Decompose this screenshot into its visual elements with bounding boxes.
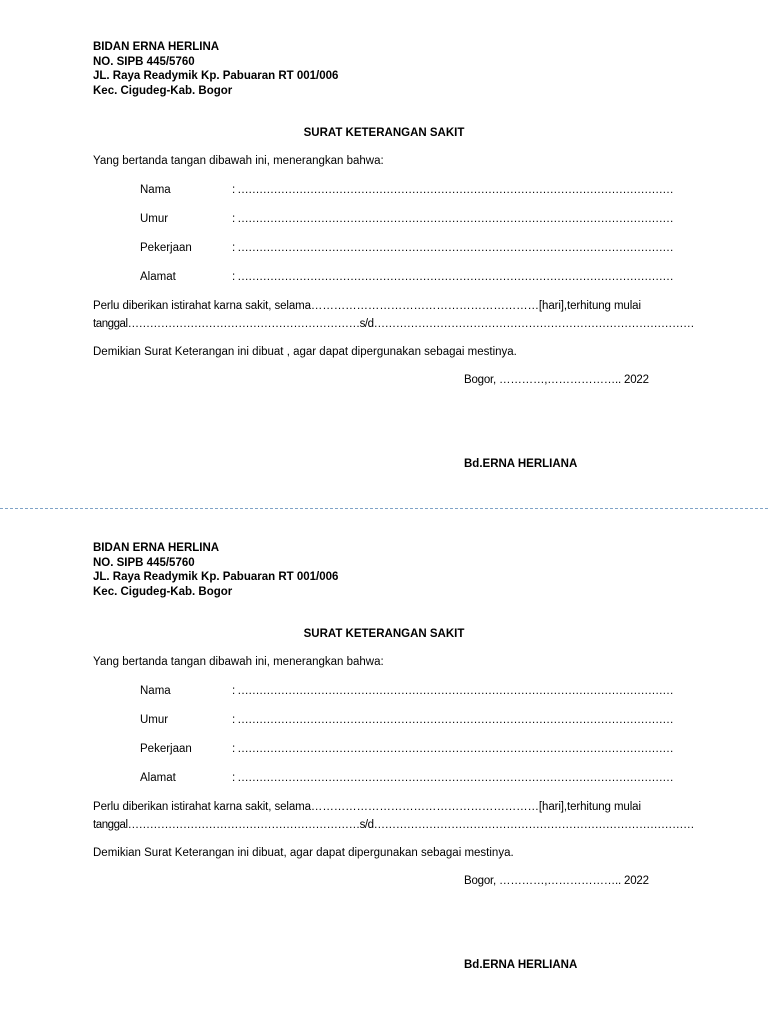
header-district: Kec. Cigudeg-Kab. Bogor xyxy=(93,84,233,97)
rest-date-line: tanggal………………………………………………………s/d…………………………………………………………………………… xyxy=(93,318,695,330)
intro-text: Yang bertanda tangan dibawah ini, menerangkan bahwa: xyxy=(93,656,384,668)
letter-title: SURAT KETERANGAN SAKIT xyxy=(303,628,465,640)
header-address: JL. Raya Readymik Kp. Pabuaran RT 001/006 xyxy=(93,571,339,583)
field-value: : ………………………………………………………………………………………………………… xyxy=(232,714,674,726)
place-date: Bogor, …………,……………….. 2022 xyxy=(464,875,649,887)
header-name: BIDAN ERNA HERLINA xyxy=(93,41,220,53)
letter-bottom xyxy=(0,501,768,1001)
header-name: BIDAN ERNA HERLINA xyxy=(93,542,220,554)
header-license: NO. SIPB 445/5760 xyxy=(93,55,195,68)
field-value: : ………………………………………………………………………………………………………… xyxy=(232,271,674,283)
field-label: Alamat xyxy=(140,772,176,784)
header-license: NO. SIPB 445/5760 xyxy=(93,556,195,569)
closing-text: Demikian Surat Keterangan ini dibuat, agar dapat dipergunakan sebagai mestinya. xyxy=(93,847,514,859)
field-value: : ………………………………………………………………………………………………………… xyxy=(232,772,674,784)
field-umur xyxy=(140,213,673,229)
field-value: : ………………………………………………………………………………………………………… xyxy=(232,184,674,196)
field-value: : ………………………………………………………………………………………………………… xyxy=(232,743,674,755)
signer-name: Bd.ERNA HERLIANA xyxy=(464,959,578,971)
field-alamat xyxy=(140,271,673,287)
place-date: Bogor, …………,……………….. 2022 xyxy=(464,374,649,386)
letter-top xyxy=(0,0,768,500)
field-umur xyxy=(140,714,673,730)
rest-period-line: Perlu diberikan istirahat karna sakit, selama……………………………………………………[hari],terhitung mulai xyxy=(93,300,641,312)
closing-text: Demikian Surat Keterangan ini dibuat , agar dapat dipergunakan sebagai mestinya. xyxy=(93,346,517,358)
signer-name: Bd.ERNA HERLIANA xyxy=(464,458,578,470)
field-label: Umur xyxy=(140,213,169,225)
field-alamat xyxy=(140,772,673,788)
field-value: : ………………………………………………………………………………………………………… xyxy=(232,213,674,225)
field-nama xyxy=(140,685,673,701)
field-value: : ………………………………………………………………………………………………………… xyxy=(232,685,674,697)
field-label: Pekerjaan xyxy=(140,242,192,254)
rest-date-line: tanggal………………………………………………………s/d…………………………………………………………………………… xyxy=(93,819,695,831)
field-label: Pekerjaan xyxy=(140,743,192,755)
field-label: Nama xyxy=(140,184,171,196)
header-address: JL. Raya Readymik Kp. Pabuaran RT 001/006 xyxy=(93,70,339,82)
field-label: Umur xyxy=(140,714,169,726)
rest-period-line: Perlu diberikan istirahat karna sakit, selama……………………………………………………[hari],terhitung mulai xyxy=(93,801,641,813)
letter-header xyxy=(93,40,338,98)
field-pekerjaan xyxy=(140,242,673,258)
intro-text: Yang bertanda tangan dibawah ini, menerangkan bahwa: xyxy=(93,155,384,167)
field-value: : ………………………………………………………………………………………………………… xyxy=(232,242,674,254)
field-label: Nama xyxy=(140,685,171,697)
letter-header xyxy=(93,541,338,599)
field-label: Alamat xyxy=(140,271,176,283)
field-nama xyxy=(140,184,673,200)
field-pekerjaan xyxy=(140,743,673,759)
header-district: Kec. Cigudeg-Kab. Bogor xyxy=(93,585,233,598)
letter-title: SURAT KETERANGAN SAKIT xyxy=(303,127,465,139)
